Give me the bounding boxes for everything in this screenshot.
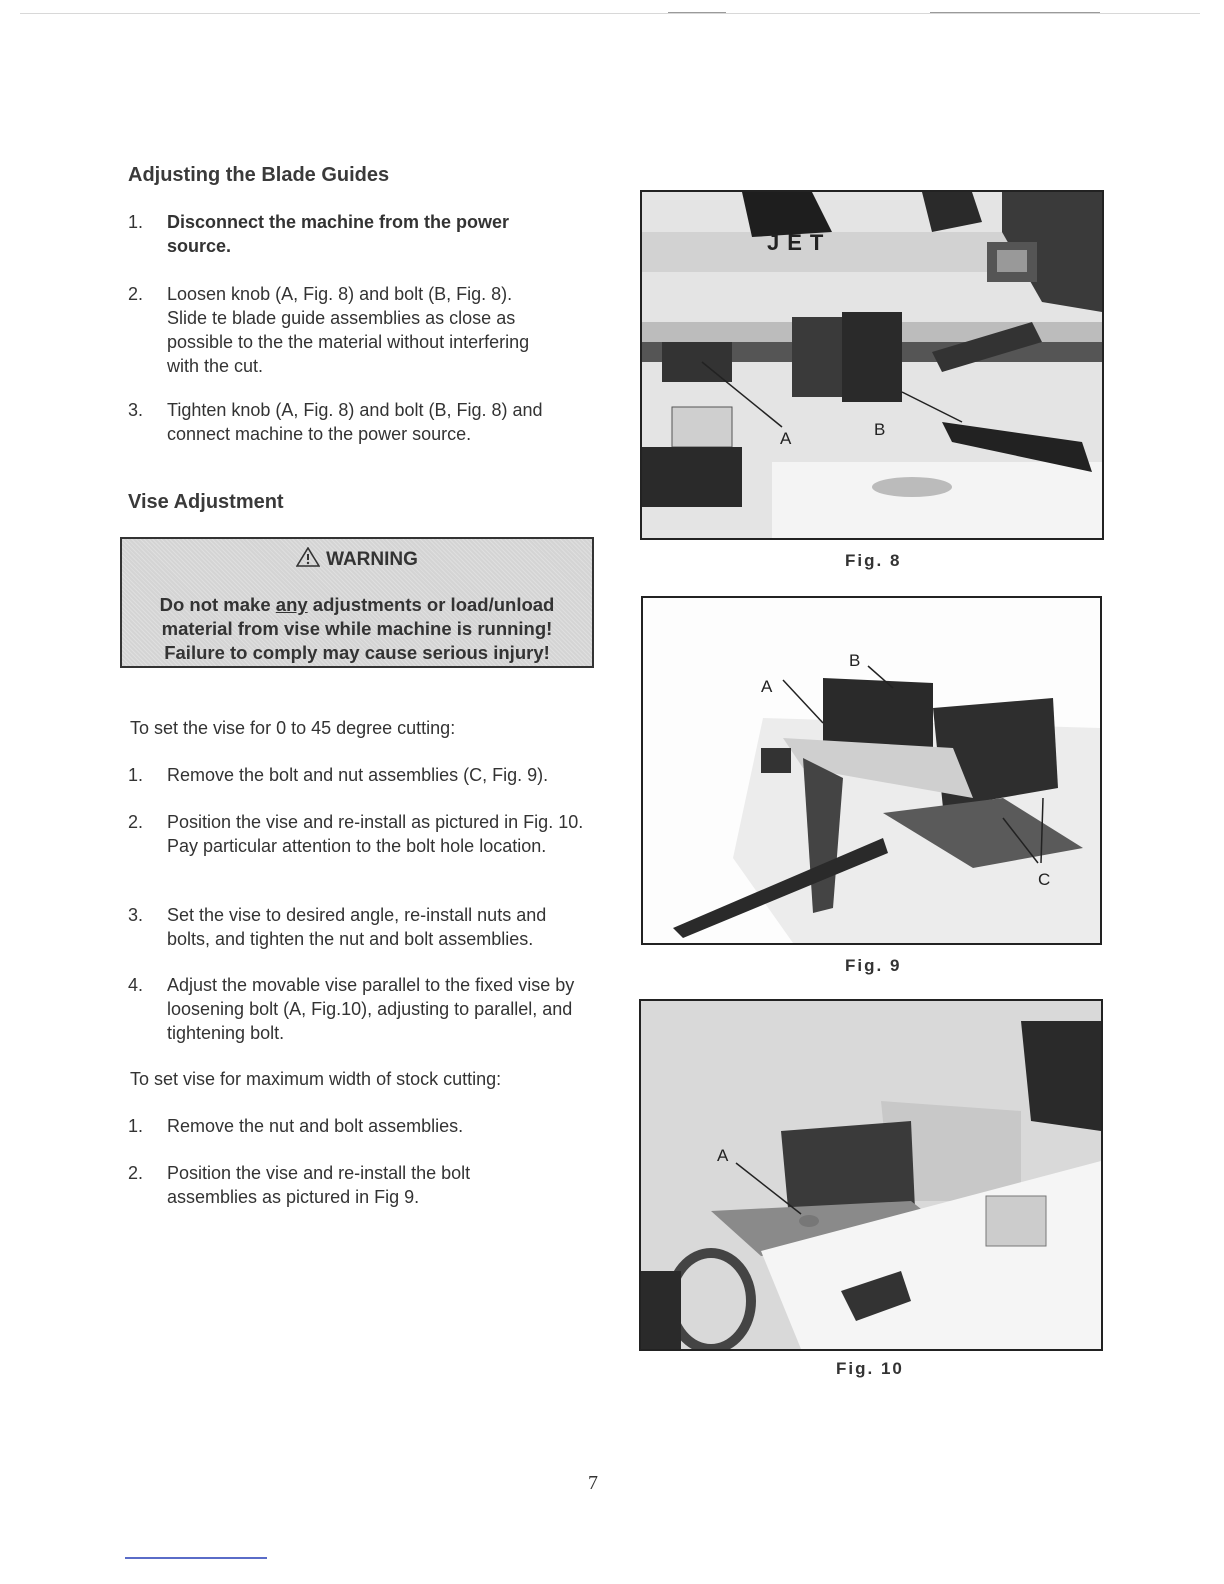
warning-triangle-icon	[296, 547, 320, 567]
callout-b: B	[849, 651, 861, 670]
list-number: 1.	[128, 1116, 144, 1136]
section-heading-blade-guides: Adjusting the Blade Guides	[128, 164, 390, 186]
figure-10-caption: Fig. 10	[836, 1359, 904, 1378]
section-heading-vise-adjustment: Vise Adjustment	[128, 491, 284, 513]
callout-a: A	[780, 429, 792, 448]
list-number: 3.	[128, 905, 144, 925]
intro-paragraph: To set vise for maximum width of stock cutting:	[130, 1069, 502, 1089]
list-number: 4.	[128, 975, 144, 995]
figure-8-caption: Fig. 8	[845, 551, 902, 570]
list-text: Disconnect the machine from the power source.	[167, 212, 510, 256]
top-rule-mark	[930, 12, 1100, 13]
list-text: Loosen knob (A, Fig. 8) and bolt (B, Fig. 8). Slide te blade guide assemblies as close as possible to the the material without interfering with the cut.	[167, 284, 530, 376]
list-number: 1.	[128, 212, 144, 232]
brand-label: JET	[767, 230, 832, 255]
list-text: Position the vise and re-install as pictured in Fig. 10. Pay particular attention to the bolt hole location.	[167, 812, 584, 856]
list-text: Set the vise to desired angle, re-install nuts and bolts, and tighten the nut and bolt assemblies.	[167, 905, 547, 949]
list-text: Remove the bolt and nut assemblies (C, Fig. 9).	[167, 765, 549, 785]
top-rule-mark	[668, 12, 726, 13]
page-number: 7	[588, 1472, 598, 1494]
callout-a: A	[717, 1146, 729, 1165]
warning-box	[120, 537, 594, 668]
list-number: 1.	[128, 765, 144, 785]
bottom-rule	[125, 1557, 267, 1559]
warning-title: WARNING	[122, 547, 592, 571]
warning-text: Do not make any adjustments or load/unload material from vise while machine is running! Failure to comply may cause serious injury!	[159, 594, 555, 663]
list-number: 2.	[128, 284, 144, 304]
list-number: 2.	[128, 1163, 144, 1183]
figure-8-photo	[640, 190, 1104, 540]
list-text: Position the vise and re-install the bolt assemblies as pictured in Fig 9.	[167, 1163, 471, 1207]
list-text: Remove the nut and bolt assemblies.	[167, 1116, 464, 1136]
list-number: 2.	[128, 812, 144, 832]
callout-a: A	[761, 677, 773, 696]
list-number: 3.	[128, 400, 144, 420]
figure-10-photo	[639, 999, 1103, 1351]
top-rule	[20, 13, 1200, 14]
intro-paragraph: To set the vise for 0 to 45 degree cutting:	[130, 718, 456, 738]
callout-c: C	[1038, 870, 1051, 889]
figure-9-caption: Fig. 9	[845, 956, 902, 975]
list-text: Tighten knob (A, Fig. 8) and bolt (B, Fig. 8) and connect machine to the power source.	[167, 400, 543, 444]
callout-b: B	[874, 420, 886, 439]
figure-9-photo	[641, 596, 1102, 945]
list-text: Adjust the movable vise parallel to the fixed vise by loosening bolt (A, Fig.10), adjusting to parallel, and tightening bolt.	[167, 975, 575, 1043]
